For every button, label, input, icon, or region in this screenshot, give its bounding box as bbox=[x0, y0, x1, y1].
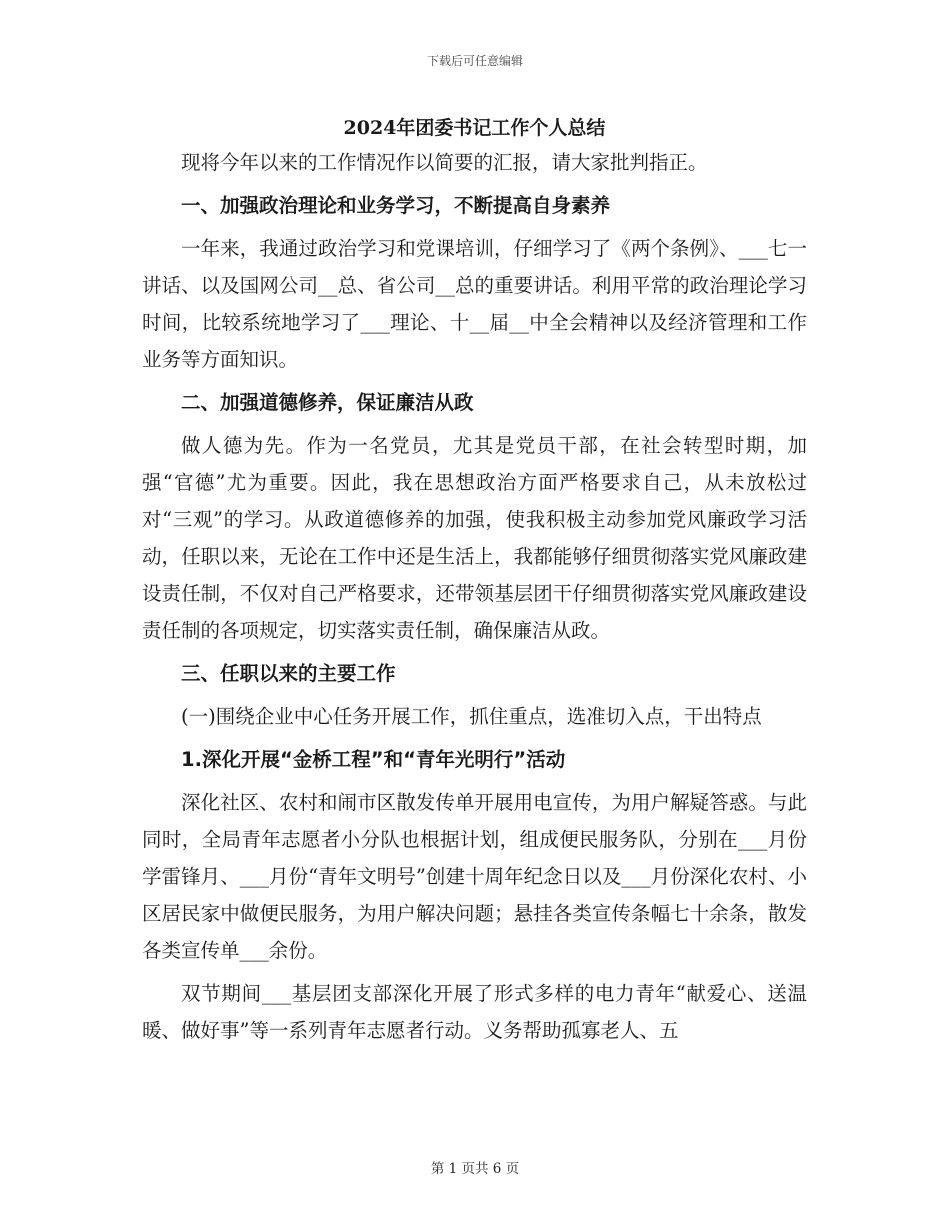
section-paragraph-2: 做人德为先。作为一名党员，尤其是党员干部，在社会转型时期，加强“官德”尤为重要。因此，我在思想政治方面严格要求自己，从未放松过对“三观”的学习。从政道德修养的加强，使我积极主动参加党风廉政学习活动，任职以来，无论在工作中还是生活上，我都能够仔细贯彻落实党风廉政建设责任制，不仅对自己严格要求，还带领基层团干仔细贯彻落实党风廉政建设责任制的各项规定，切实落实责任制，确保廉洁从政。 bbox=[142, 434, 807, 642]
subsection-heading-1: 1.深化开展“金桥工程”和“青年光明行”活动 bbox=[181, 748, 566, 771]
section-heading-1: 一、加强政治理论和业务学习，不断提高自身素养 bbox=[181, 194, 611, 217]
body-paragraph-4: 深化社区、农村和闹市区散发传单开展用电宣传，为用户解疑答惑。与此同时，全局青年志愿者小分队也根据计划，组成便民服务队，分别在___月份学雷锋月、___月份“青年文明号”创建十周年纪念日以及___月份深化农村、小区居民家中做便民服务，为用户解决问题；悬挂各类宣传条幅七十余条，散发各类宣传单___余份。 bbox=[142, 791, 807, 962]
page-footer: 第 1 页共 6 页 bbox=[430, 1161, 520, 1177]
section-heading-2: 二、加强道德修养，保证廉洁从政 bbox=[181, 391, 474, 414]
section-heading-3: 三、任职以来的主要工作 bbox=[181, 662, 396, 685]
section-paragraph-1: 一年来，我通过政治学习和党课培训，仔细学习了《两个条例》、___七一讲话、以及国网公司__总、省公司__总的重要讲话。利用平常的政治理论学习时间，比较系统地学习了___理论、十__届__中全会精神以及经济管理和工作业务等方面知识。 bbox=[142, 237, 807, 371]
document-body bbox=[142, 112, 807, 1049]
header-note: 下载后可任意编辑 bbox=[426, 54, 523, 68]
subsection-paragraph-1: (一)围绕企业中心任务开展工作，抓住重点，选准切入点，干出特点 bbox=[181, 705, 762, 728]
document-title: 2024年团委书记工作个人总结 bbox=[343, 117, 606, 139]
body-paragraph-5: 双节期间___基层团支部深化开展了形式多样的电力青年“献爱心、送温暖、做好事”等一系列青年志愿者行动。义务帮助孤寡老人、五 bbox=[142, 982, 807, 1042]
intro-paragraph: 现将今年以来的工作情况作以简要的汇报，请大家批判指正。 bbox=[181, 151, 708, 174]
